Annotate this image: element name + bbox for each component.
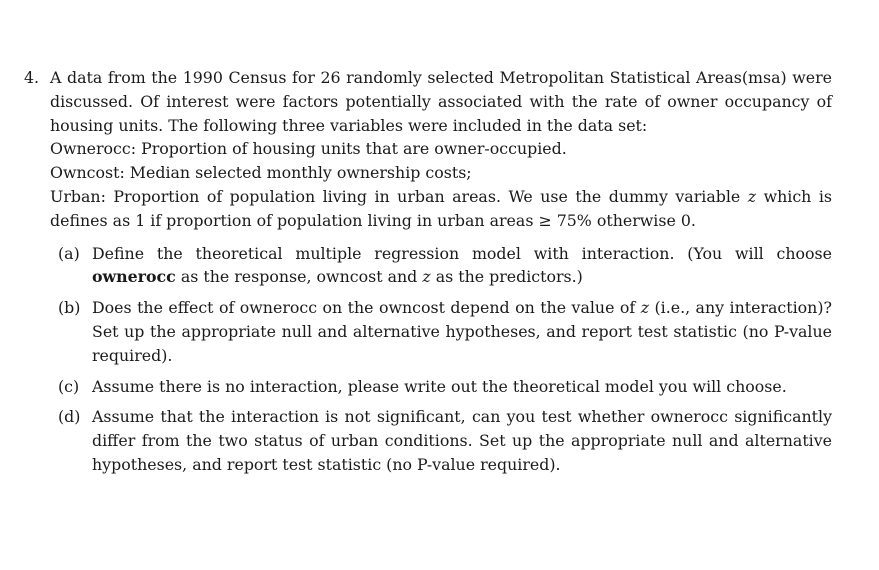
part-b-z-symbol: z — [640, 298, 650, 318]
part-b-text — [92, 296, 832, 367]
problem-4 — [24, 66, 832, 484]
part-a-label: (a) — [58, 243, 80, 263]
part-a-text-3: as the predictors.) — [435, 267, 583, 287]
problem-intro — [50, 66, 832, 233]
urban-z-symbol: z — [747, 186, 757, 206]
part-a — [58, 242, 832, 290]
intro-paragraph: A data from the 1990 Census for 26 randomly selected Metropolitan Statistical Areas(msa) were discussed. Of interest were factors potentially associated with the rate of owner occupancy of housing units. The following three variables were included in the data set: — [50, 68, 832, 135]
urban-text-1: Urban: Proportion of population living in urban areas. We use the dummy variable — [50, 186, 741, 206]
part-b — [58, 296, 832, 367]
problem-header — [24, 66, 832, 233]
part-d — [58, 405, 832, 476]
part-b-text-2: (i.e., any interaction)? Set up the appropriate null and alternative hypotheses, and report test statistic (no P-value required). — [92, 298, 832, 365]
part-a-text — [92, 242, 832, 290]
part-a-bold-term: ownerocc — [92, 267, 176, 287]
part-a-z-symbol: z — [422, 267, 431, 287]
part-b-label: (b) — [58, 298, 81, 318]
problem-number: 4. — [24, 68, 40, 87]
urban-text-2: which is defines as 1 if proportion of population living in urban areas ≥ 75% otherwise 0. — [50, 186, 832, 230]
part-c-label: (c) — [58, 376, 80, 396]
part-c — [58, 375, 832, 399]
part-a-text-1: Define the theoretical multiple regression model with interaction. (You will choose — [92, 243, 832, 263]
part-a-text-2: as the response, owncost and — [180, 267, 418, 287]
part-b-text-1: Does the effect of ownerocc on the owncost depend on the value of — [92, 298, 636, 318]
variable-urban — [50, 185, 832, 233]
problem-parts — [24, 242, 832, 477]
part-d-text: Assume that the interaction is not significant, can you test whether ownerocc significantly differ from the two status of urban conditions. Set up the appropriate null and alternative hypotheses, and report test statistic (no P-value required). — [92, 407, 832, 474]
part-d-label: (d) — [58, 407, 81, 427]
part-c-text: Assume there is no interaction, please write out the theoretical model you will choose. — [92, 376, 787, 396]
variable-owncost: Owncost: Median selected monthly ownership costs; — [50, 163, 472, 183]
variable-ownerocc: Ownerocc: Proportion of housing units that are owner-occupied. — [50, 139, 567, 159]
